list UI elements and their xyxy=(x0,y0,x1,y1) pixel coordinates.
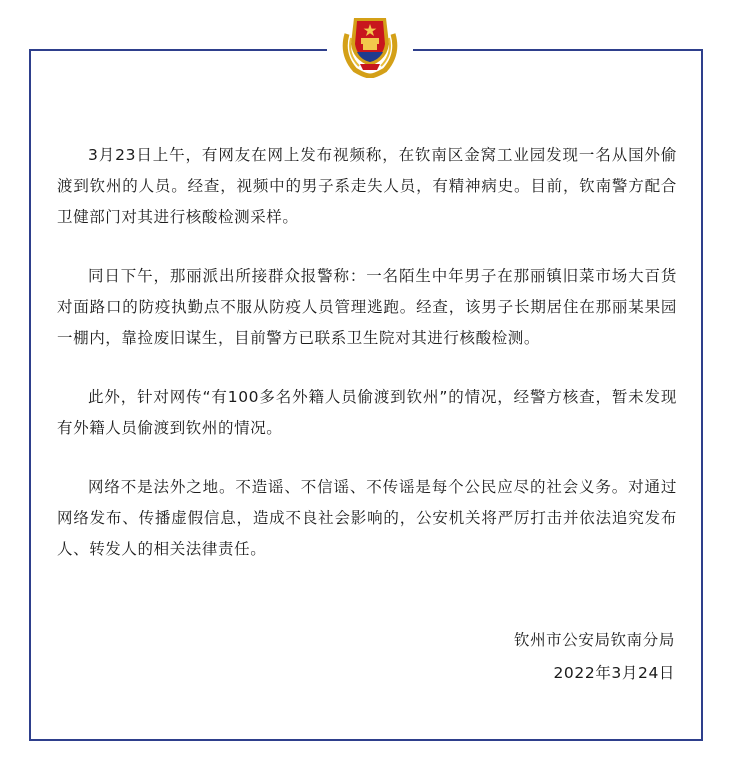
paragraph-4: 网络不是法外之地。不造谣、不信谣、不传谣是每个公民应尽的社会义务。对通过网络发布、传播虚假信息，造成不良社会影响的，公安机关将严厉打击并依法追究发布人、转发人的相关法律责任。 xyxy=(57,478,677,558)
paragraph-1: 3月23日上午，有网友在网上发布视频称，在钦南区金窝工业园发现一名从国外偷渡到钦州的人员。经查，视频中的男子系走失人员，有精神病史。目前，钦南警方配合卫健部门对其进行核酸检测采样。 xyxy=(57,146,677,226)
notice-body xyxy=(57,140,677,593)
issuing-organization: 钦州市公安局钦南分局 xyxy=(513,631,675,649)
police-emblem-icon xyxy=(327,4,413,78)
paragraph-3: 此外，针对网传“有100多名外籍人员偷渡到钦州”的情况，经警方核查，暂未发现有外籍人员偷渡到钦州的情况。 xyxy=(57,388,677,437)
paragraph-2: 同日下午，那丽派出所接群众报警称：一名陌生中年男子在那丽镇旧菜市场大百货对面路口的防疫执勤点不服从防疫人员管理逃跑。经查，该男子长期居住在那丽某果园一棚内，靠捡废旧谋生，目前警方已联系卫生院对其进行核酸检测。 xyxy=(57,267,677,347)
issue-date: 2022年3月24日 xyxy=(553,664,675,682)
signature-block xyxy=(514,624,675,690)
